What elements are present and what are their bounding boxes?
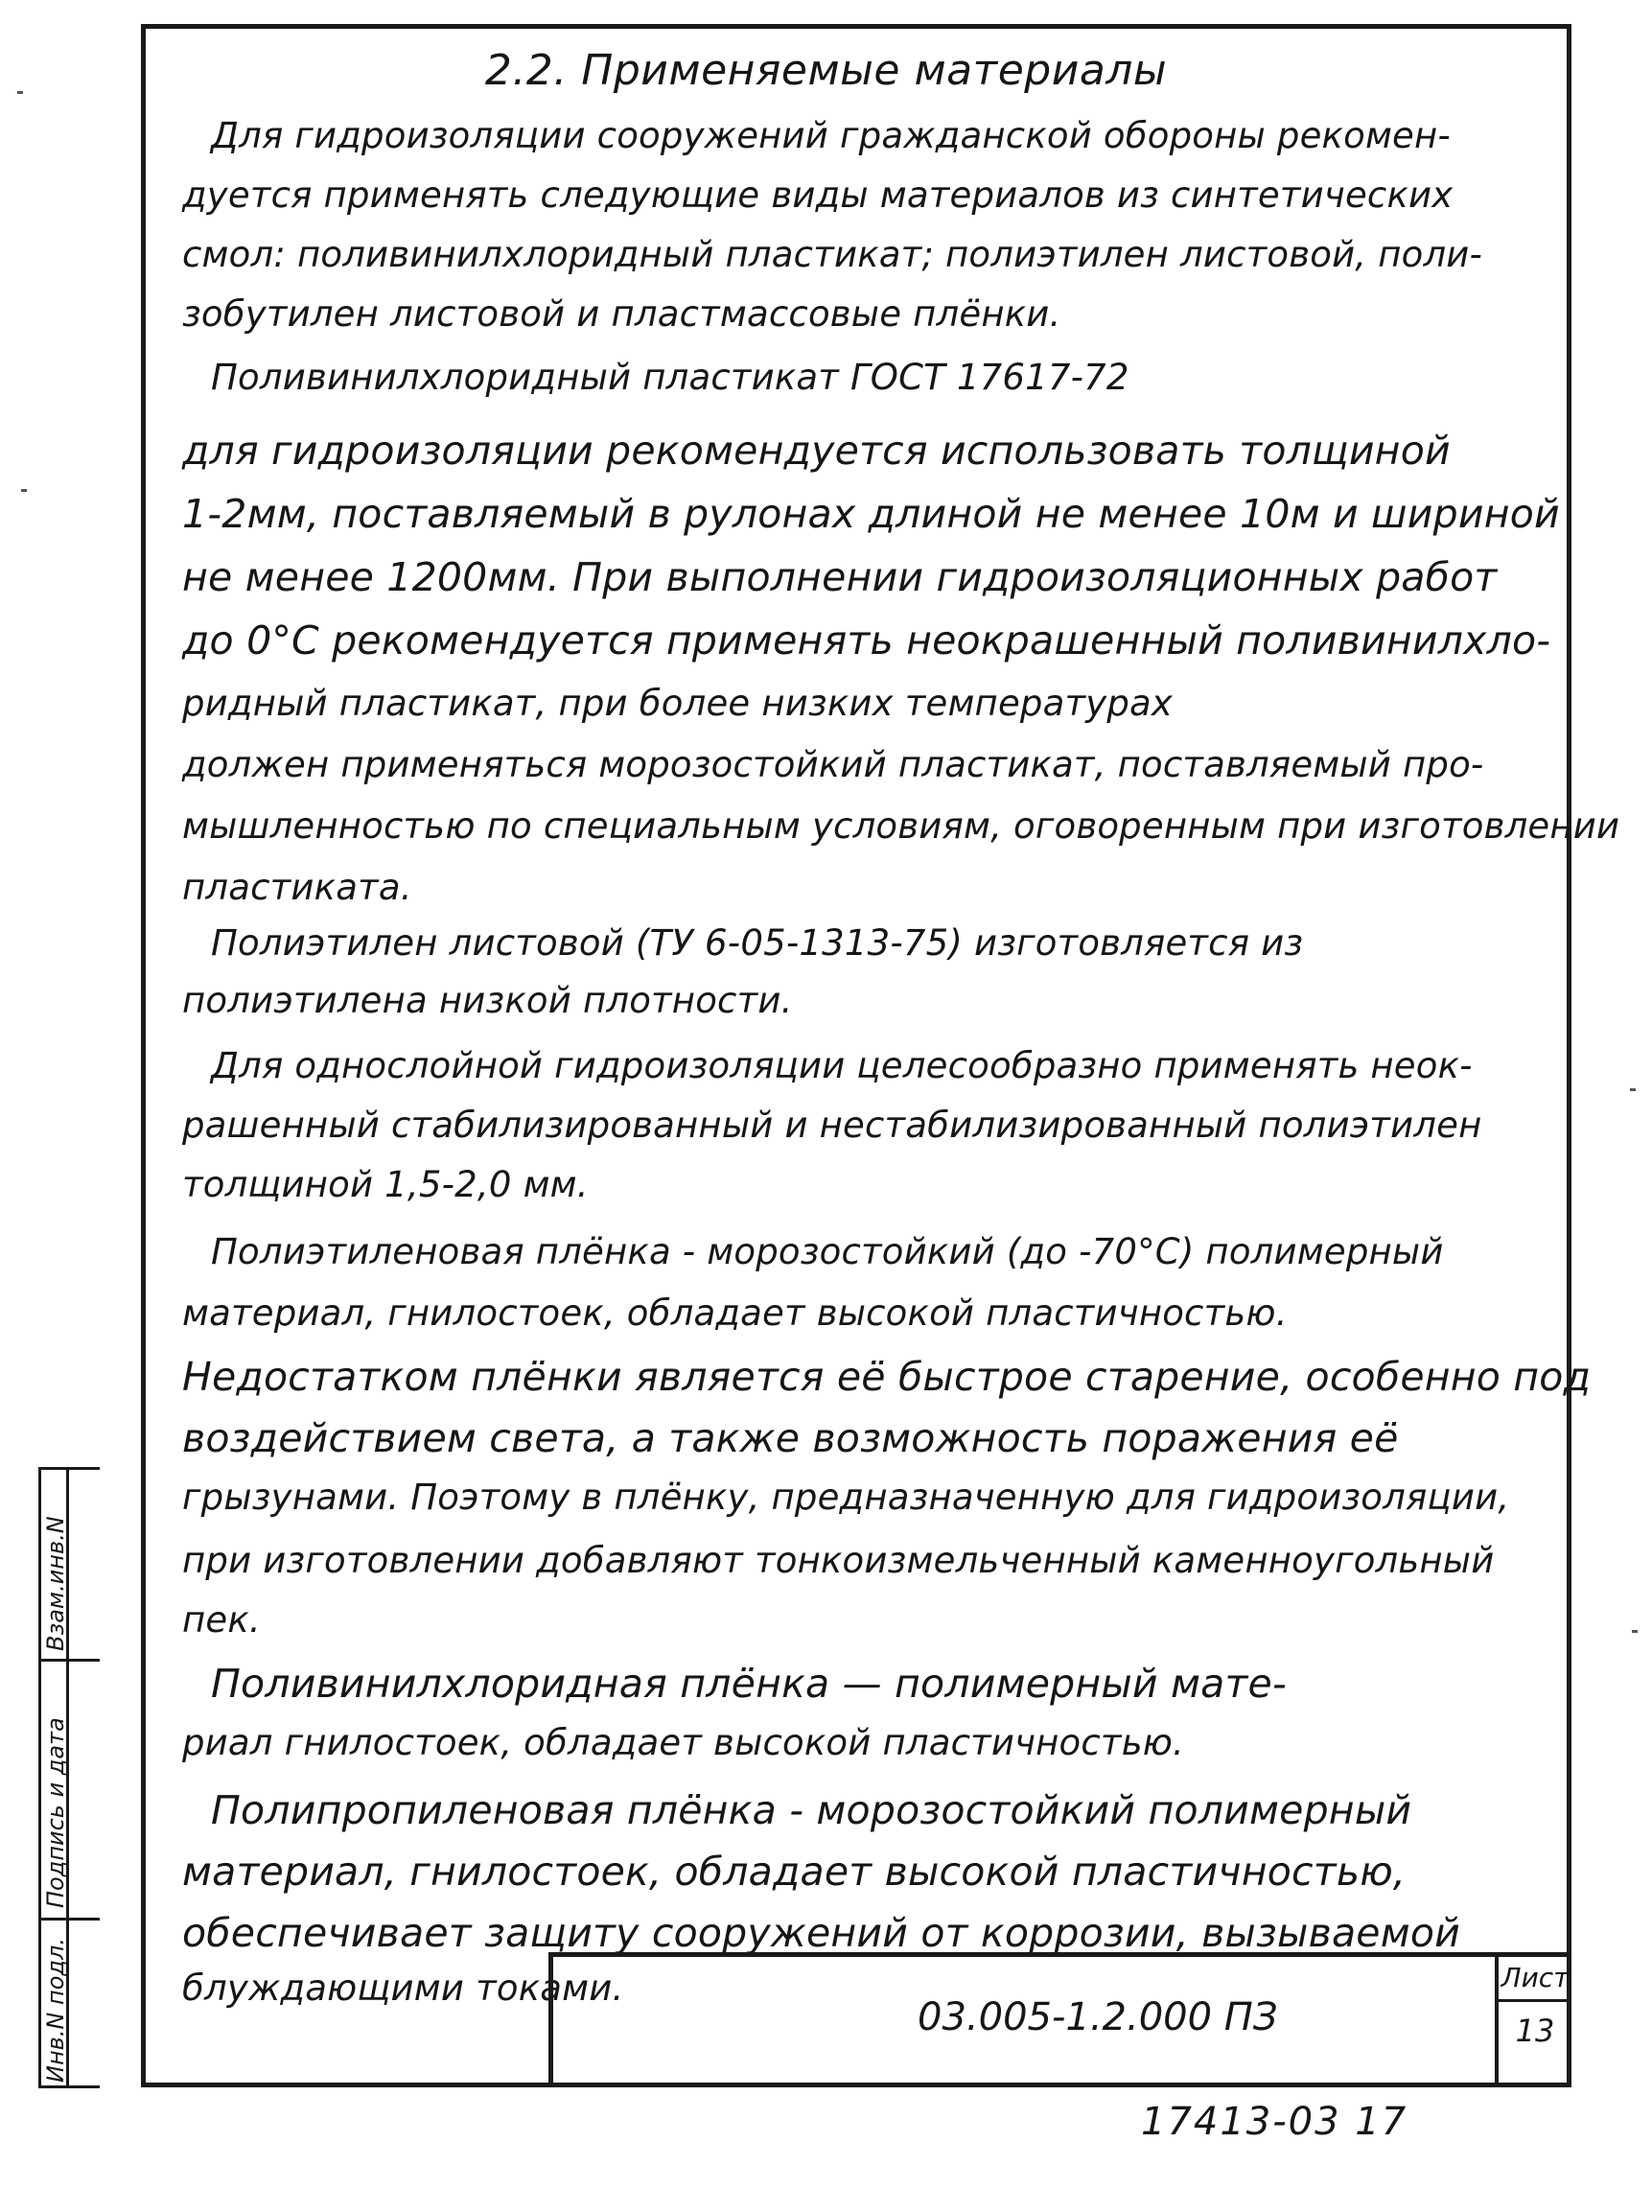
body-line: Недостатком плёнки является её быстрое старение, особенно под [182, 1354, 1592, 1400]
body-line: материал, гнилостоек, обладает высокой пластичностью. [182, 1292, 1288, 1334]
side-stamp-divider [38, 1659, 100, 1662]
body-line: должен применяться морозостойкий пластикат, поставляемый про- [182, 744, 1484, 785]
body-line: рашенный стабилизированный и нестабилизированный полиэтилен [182, 1105, 1482, 1146]
body-line: ридный пластикат, при более низких температурах [182, 683, 1173, 724]
body-line: Для однослойной гидроизоляции целесообразно применять неок- [211, 1045, 1473, 1086]
body-line: Полипропиленовая плёнка - морозостойкий полимерный [211, 1787, 1412, 1833]
body-line: блуждающими токами. [182, 1968, 624, 2009]
body-line: обеспечивает защиту сооружений от коррозии, вызываемой [182, 1910, 1460, 1956]
sheet-cell [1495, 1957, 1571, 2087]
body-line: воздействием света, а также возможность поражения её [182, 1415, 1399, 1461]
body-line: полиэтилена низкой плотности. [182, 980, 793, 1021]
body-line: при изготовлении добавляют тонкоизмельченный каменноугольный [182, 1540, 1495, 1581]
body-line: материал, гнилостоек, обладает высокой пластичностью, [182, 1849, 1407, 1895]
sheet-label: Лист [1499, 1957, 1571, 2002]
scan-speck [1632, 1630, 1638, 1633]
body-line: Полиэтиленовая плёнка - морозостойкий (до -70°С) полимерный [211, 1231, 1444, 1272]
body-line: Полиэтилен листовой (ТУ 6-05-1313-75) изготовляется из [211, 922, 1304, 964]
body-line: не менее 1200мм. При выполнении гидроизоляционных работ [182, 554, 1498, 600]
sheet-number: 13 [1515, 2013, 1555, 2049]
body-line: грызунами. Поэтому в плёнку, предназначенную для гидроизоляции, [182, 1477, 1510, 1518]
body-line: для гидроизоляции рекомендуется использовать толщиной [182, 428, 1451, 474]
body-line: толщиной 1,5-2,0 мм. [182, 1164, 589, 1205]
body-line: Поливинилхлоридная плёнка — полимерный мате- [211, 1661, 1287, 1707]
body-line: пек. [182, 1599, 261, 1641]
body-line: Поливинилхлоридный пластикат ГОСТ 17617-72 [211, 357, 1129, 398]
body-line: зобутилен листовой и пластмассовые плёнки. [182, 293, 1061, 335]
body-line: до 0°С рекомендуется применять неокрашенный поливинилхло- [182, 617, 1551, 664]
document-code: 03.005-1.2.000 ПЗ [918, 1995, 1278, 2039]
body-line: дуется применять следующие виды материалов из синтетических [182, 175, 1454, 216]
side-label-inv-podl: Инв.N подл. [42, 1938, 69, 2083]
body-line: Для гидроизоляции сооружений гражданской обороны рекомен- [211, 115, 1451, 156]
scan-speck [17, 91, 23, 94]
scan-speck [21, 489, 27, 492]
side-stamp-divider [38, 1918, 100, 1921]
title-block [548, 1952, 1571, 2087]
body-line: 1-2мм, поставляемый в рулонах длиной не менее 10м и шириной [182, 491, 1560, 537]
side-label-podpis-data: Подпись и дата [42, 1717, 69, 1908]
body-line: риал гнилостоек, обладает высокой пластичностью. [182, 1722, 1185, 1763]
side-label-vzam-inv: Взам.инв.N [42, 1516, 69, 1651]
body-line: пластиката. [182, 867, 412, 908]
body-line: мышленностью по специальным условиям, оговоренным при изготовлении [182, 805, 1620, 847]
footer-number: 17413-03 17 [1141, 2100, 1408, 2144]
section-heading: 2.2. Применяемые материалы [484, 46, 1168, 95]
scan-speck [1630, 1088, 1636, 1091]
body-line: смол: поливинилхлоридный пластикат; полиэтилен листовой, поли- [182, 234, 1483, 275]
